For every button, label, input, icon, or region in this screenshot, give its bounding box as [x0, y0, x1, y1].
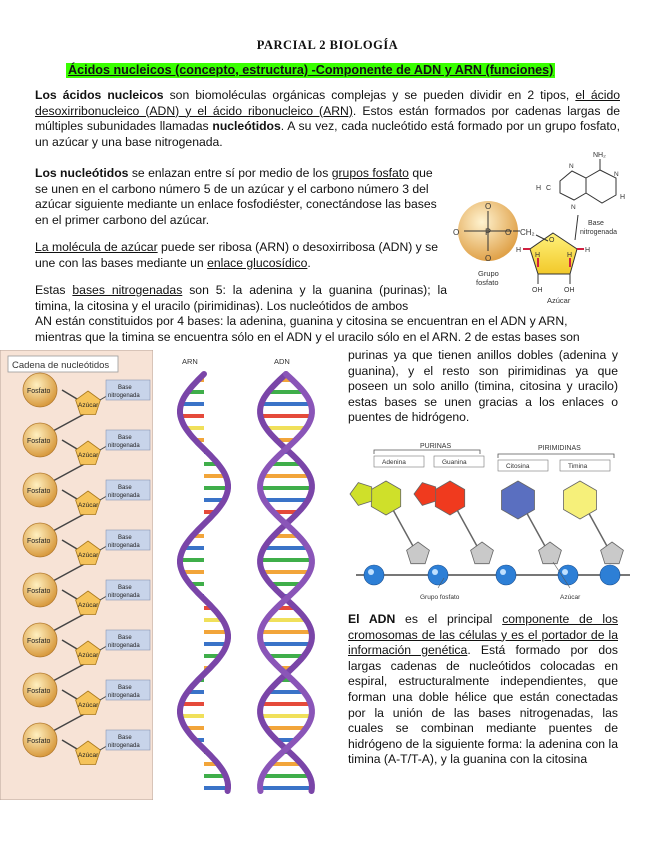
chain-title: Cadena de nucleótidos	[12, 360, 110, 371]
svg-text:H: H	[620, 194, 626, 201]
chain-label-azucar: Azúcar	[78, 452, 99, 459]
chain-label-azucar: Azúcar	[78, 402, 99, 409]
svg-text:O: O	[549, 237, 555, 244]
chain-label-azucar: Azúcar	[78, 552, 99, 559]
chain-label-fosfato: Fosfato	[27, 638, 51, 645]
sugar-pentagon	[407, 542, 430, 564]
chain-label-fosfato: Fosfato	[27, 688, 51, 695]
bases-figure	[348, 438, 638, 606]
svg-text:PURINAS: PURINAS	[420, 443, 452, 450]
pyrimidine-hexagon	[502, 481, 535, 519]
chain-label-azucar: Azúcar	[78, 702, 99, 709]
chain-label-nitrogenada: nitrogenada	[108, 643, 140, 649]
chain-label-base: Base	[118, 585, 132, 591]
svg-text:fosfato: fosfato	[476, 278, 499, 287]
chain-label-nitrogenada: nitrogenada	[108, 493, 140, 499]
paragraph-bases-a: Estas bases nitrogenadas son 5: la adenina y la guanina (purinas); la timina, la citosina y el uracilo (pirimidinas). Los nucleótidos de ambos	[35, 283, 447, 313]
svg-text:Adenina: Adenina	[382, 459, 406, 466]
svg-text:OH: OH	[564, 287, 575, 294]
paragraph-bases-rest: purinas ya que tienen anillos dobles (adenina y guanina), y el resto son pirimidinas ya que poseen un solo anillo (timina, citosina y uracilo) estas bases se unen gracias a los enlaces o puentes de hidrógeno.	[348, 348, 618, 425]
adn-label: ADN	[274, 357, 290, 366]
chain-label-base: Base	[118, 685, 132, 691]
phosphate-sphere	[600, 565, 620, 585]
svg-text:Guanina: Guanina	[442, 459, 467, 466]
chain-label-base: Base	[118, 485, 132, 491]
purine-hexagon	[371, 481, 400, 515]
paragraph-bases-line3: mientras que la timina se encuentra sólo en el ADN y el uracilo sólo en el ARN. 2 de estas bases son	[35, 330, 580, 344]
svg-text:O: O	[505, 228, 512, 237]
base-ring-hexagon	[586, 170, 616, 203]
nucleotide-structure-figure	[450, 145, 640, 305]
phosphate-sphere	[558, 565, 578, 585]
chain-label-nitrogenada: nitrogenada	[108, 443, 140, 449]
svg-text:Azúcar: Azúcar	[560, 594, 581, 601]
paragraph-nucleotidos: Los nucleótidos se enlazan entre sí por medio de los grupos fosfato que se unen en el carbono número 5 de un azúcar y el carbono número 3 del azúcar siguiente mediante un enlace fosfodiéster, conectándose las bases en el primer carbono del azúcar.	[35, 166, 437, 227]
svg-text:Grupo fosfato: Grupo fosfato	[420, 594, 460, 601]
svg-text:Grupo: Grupo	[478, 269, 499, 278]
paragraph-adn: El ADN es el principal componente de los cromosomas de las células y es el portador de la información genética. Está formado por dos largas cadenas de nucleótidos colocadas en espiral, estructuralmente independientes, que forman una doble hélice que están conectadas por la unión de las bases nitrogenadas, las cuales se combinan mediante puentes de hidrógeno de la siguiente forma: la adenina con la timina (A-T/T-A), y la guanina con la citosina	[348, 612, 618, 767]
svg-text:OH: OH	[532, 287, 543, 294]
svg-text:P: P	[485, 227, 492, 237]
chain-label-azucar: Azúcar	[78, 602, 99, 609]
svg-text:Base: Base	[588, 220, 604, 227]
svg-text:CH₂: CH₂	[520, 228, 535, 237]
svg-text:O: O	[453, 228, 460, 237]
svg-text:Citosina: Citosina	[506, 463, 530, 470]
svg-text:C: C	[546, 185, 552, 192]
phosphate-sphere	[364, 565, 384, 585]
svg-text:Azúcar: Azúcar	[547, 296, 571, 305]
svg-text:H: H	[536, 185, 542, 192]
chain-label-nitrogenada: nitrogenada	[108, 593, 140, 599]
chain-label-base: Base	[118, 635, 132, 641]
svg-text:Timina: Timina	[568, 463, 588, 470]
svg-text:O: O	[485, 254, 492, 263]
phosphate-sphere	[428, 565, 448, 585]
section-heading: Ácidos nucleicos (concepto, estructura) -Componente de ADN y ARN (funciones)	[68, 63, 554, 77]
chain-label-nitrogenada: nitrogenada	[108, 743, 140, 749]
chain-label-nitrogenada: nitrogenada	[108, 543, 140, 549]
svg-text:NH₂: NH₂	[593, 152, 606, 159]
svg-text:H: H	[535, 252, 541, 259]
chain-label-base: Base	[118, 385, 132, 391]
bases-structures	[350, 481, 630, 588]
chain-label-base: Base	[118, 735, 132, 741]
purine-pentagon	[414, 483, 436, 506]
page-title: PARCIAL 2 BIOLOGÍA	[256, 38, 399, 52]
svg-text:O: O	[485, 202, 492, 211]
svg-text:H: H	[585, 247, 591, 254]
rna-helix	[180, 374, 228, 791]
chain-label-azucar: Azúcar	[78, 752, 99, 759]
chain-label-azucar: Azúcar	[78, 652, 99, 659]
pyrimidine-hexagon	[564, 481, 597, 519]
nucleotide-chain-figure	[0, 350, 153, 800]
svg-text:H: H	[567, 252, 573, 259]
sugar-pentagon	[539, 542, 562, 564]
chain-label-fosfato: Fosfato	[27, 538, 51, 545]
paragraph-acidos-nucleicos: Los ácidos nucleicos son biomoléculas orgánicas complejas y se pueden dividir en 2 tipos, el ácido desoxirribonucleico (ADN) y el ácido ribonucleico (ARN). Estos están formados por cadenas largas de múltiples subunidades llamadas nucleótidos. A su vez, cada nucleótido está formado por un grupo fosfato, un azúcar y una base nitrogenada.	[35, 88, 621, 149]
chain-label-base: Base	[118, 435, 132, 441]
chain-label-fosfato: Fosfato	[27, 388, 51, 395]
svg-text:N: N	[614, 171, 619, 178]
arn-label: ARN	[182, 357, 198, 366]
sugar-pentagon	[471, 542, 494, 564]
paragraph-bases-line2: AN están constituidos por 4 bases: la adenina, guanina y citosina se encuentran en el ADN y ARN,	[35, 314, 568, 328]
base-ring-pentagon	[560, 171, 586, 200]
sugar-pentagon	[601, 542, 624, 564]
chain-label-base: Base	[118, 535, 132, 541]
chain-label-fosfato: Fosfato	[27, 488, 51, 495]
svg-text:N: N	[571, 204, 576, 211]
chain-label-fosfato: Fosfato	[27, 588, 51, 595]
rna-dna-helix-figure	[158, 352, 344, 800]
svg-text:H: H	[516, 247, 522, 254]
phosphate-sphere	[496, 565, 516, 585]
chain-label-nitrogenada: nitrogenada	[108, 693, 140, 699]
chain-label-fosfato: Fosfato	[27, 438, 51, 445]
chain-label-fosfato: Fosfato	[27, 738, 51, 745]
svg-text:N: N	[569, 163, 574, 170]
paragraph-azucar: La molécula de azúcar puede ser ribosa (ARN) o desoxirribosa (ADN) y se une con las bases mediante un enlace glucosídico.	[35, 240, 439, 270]
svg-text:nitrogenada: nitrogenada	[580, 229, 617, 236]
chain-label-azucar: Azúcar	[78, 502, 99, 509]
purine-hexagon	[435, 481, 464, 515]
svg-text:PIRIMIDINAS: PIRIMIDINAS	[538, 445, 581, 452]
purine-pentagon	[350, 483, 372, 506]
dna-helix	[260, 374, 312, 791]
chain-label-nitrogenada: nitrogenada	[108, 393, 140, 399]
